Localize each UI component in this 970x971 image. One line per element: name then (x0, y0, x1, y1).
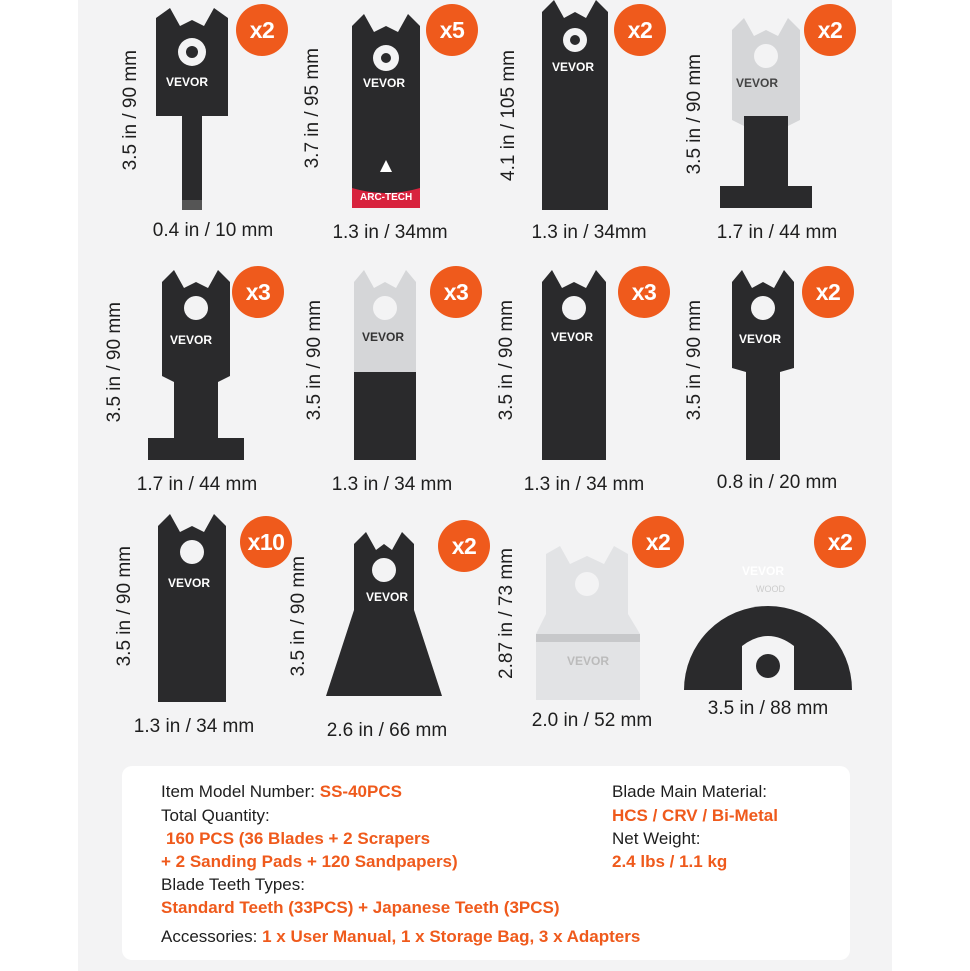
model-number (161, 782, 402, 802)
blade-5 (146, 268, 246, 464)
brand-mark-1: VEVOR (166, 75, 209, 89)
brand-mark-3: VEVOR (552, 60, 595, 74)
total-value-2: + 2 Sanding Pads + 120 Sandpapers) (161, 852, 458, 871)
brand-mark-11: VEVOR (567, 654, 610, 668)
blade-2 (350, 12, 422, 212)
blade-6 (352, 268, 418, 464)
blade-9 (156, 512, 228, 706)
teeth-label: Blade Teeth Types: (161, 875, 305, 894)
blade-7 (538, 268, 610, 464)
qty-badge-3: x2 (614, 4, 666, 56)
material-label: Blade Main Material: (612, 782, 767, 801)
height-label-3: 4.1 in / 105 mm (498, 50, 519, 181)
width-label-5: 1.7 in / 44 mm (136, 474, 258, 495)
material-value: HCS / CRV / Bi-Metal (612, 806, 778, 825)
height-label-8: 3.5 in / 90 mm (684, 300, 705, 421)
accessories-label: Accessories: (161, 927, 263, 946)
qty-badge-4: x2 (804, 4, 856, 56)
width-label-4: 1.7 in / 44 mm (716, 222, 838, 243)
brand-mark-6: VEVOR (362, 330, 405, 344)
brand-mark-12: VEVOR (742, 564, 785, 578)
blade-1 (152, 4, 232, 214)
qty-badge-5: x3 (232, 266, 284, 318)
height-label-9: 3.5 in / 90 mm (114, 546, 135, 667)
brand-mark-5: VEVOR (170, 333, 213, 347)
accessories-value: 1 x User Manual, 1 x Storage Bag, 3 x Adapters (262, 927, 641, 946)
blade-10 (324, 530, 444, 700)
brand-mark-9: VEVOR (168, 576, 211, 590)
model-value: SS-40PCS (319, 782, 402, 801)
width-label-7: 1.3 in / 34 mm (523, 474, 645, 495)
qty-badge-7: x3 (618, 266, 670, 318)
height-label-5: 3.5 in / 90 mm (104, 302, 125, 423)
brand-mark-8: VEVOR (739, 332, 782, 346)
height-label-6: 3.5 in / 90 mm (304, 300, 325, 421)
qty-badge-6: x3 (430, 266, 482, 318)
height-label-1: 3.5 in / 90 mm (120, 50, 141, 171)
brand-mark-4: VEVOR (736, 76, 779, 90)
width-label-1: 0.4 in / 10 mm (152, 220, 274, 241)
accessories (161, 927, 640, 947)
weight-label: Net Weight: (612, 829, 701, 848)
total-value-1: 160 PCS (36 Blades + 2 Scrapers (166, 829, 431, 848)
blade-tag-arc: ARC-TECH (360, 192, 413, 203)
brand-mark-10: VEVOR (366, 590, 409, 604)
height-label-7: 3.5 in / 90 mm (496, 300, 517, 421)
qty-badge-11: x2 (632, 516, 684, 568)
blade-tag-wood: WOOD (756, 584, 785, 594)
width-label-3: 1.3 in / 34mm (531, 222, 647, 243)
total-label: Total Quantity: (161, 806, 270, 825)
height-label-10: 3.5 in / 90 mm (288, 556, 309, 677)
width-label-12: 3.5 in / 88 mm (707, 698, 829, 719)
width-label-2: 1.3 in / 34mm (332, 222, 448, 243)
teeth-value: Standard Teeth (33PCS) + Japanese Teeth (3PCS) (161, 898, 560, 917)
width-label-6: 1.3 in / 34 mm (331, 474, 453, 495)
model-label: Item Model Number: (161, 782, 320, 801)
qty-badge-9: x10 (240, 516, 292, 568)
width-label-11: 2.0 in / 52 mm (531, 710, 653, 731)
qty-badge-2: x5 (426, 4, 478, 56)
height-label-4: 3.5 in / 90 mm (684, 54, 705, 175)
blade-4 (718, 16, 814, 212)
qty-badge-12: x2 (814, 516, 866, 568)
qty-badge-8: x2 (802, 266, 854, 318)
qty-badge-1: x2 (236, 4, 288, 56)
width-label-10: 2.6 in / 66 mm (326, 720, 448, 741)
blade-8 (730, 268, 796, 464)
brand-mark-2: VEVOR (363, 76, 406, 90)
weight-value: 2.4 lbs / 1.1 kg (612, 852, 728, 871)
qty-badge-10: x2 (438, 520, 490, 572)
height-label-11: 2.87 in / 73 mm (496, 548, 517, 679)
width-label-9: 1.3 in / 34 mm (133, 716, 255, 737)
blade-3 (540, 0, 610, 214)
width-label-8: 0.8 in / 20 mm (716, 472, 838, 493)
blade-11 (532, 544, 642, 702)
height-label-2: 3.7 in / 95 mm (302, 48, 323, 169)
brand-mark-7: VEVOR (551, 330, 594, 344)
